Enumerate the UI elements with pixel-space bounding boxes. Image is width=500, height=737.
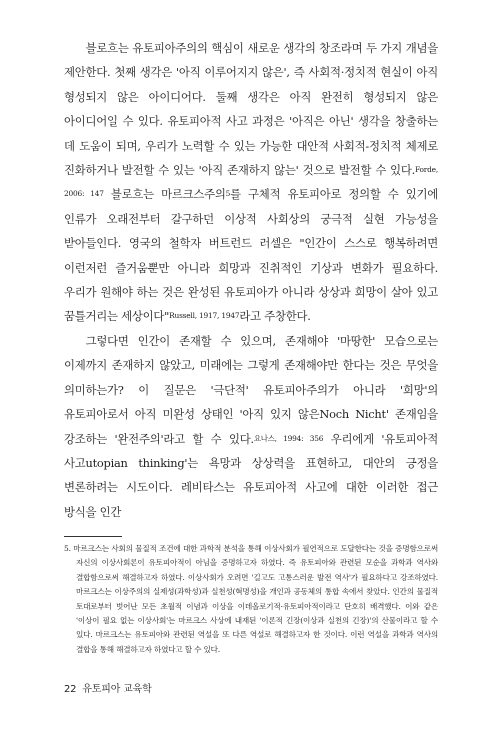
- paragraph-1-text-d: 라고 주창한다.: [239, 309, 311, 324]
- paragraph-2-text-a: 그렇다면 인간이 존재할 수 있으며, 존재해야 '마땅한' 모습으로는 이제까지 존재하지 않았고, 미래에는 그렇게 존재해야만 한다는 것은 무엇을 의미하는가? 이 질문은 '극단적' 유토피아주의가 아니라 '희망'의 유토피아로서 아직 미완성 상태인 '아직 있지 않은Noch Nicht' 존재임을 강조하는 '완전주의'라고 할 수 있다.: [64, 333, 438, 446]
- citation-jonas: 요나스, 1994: 356: [253, 433, 324, 443]
- paragraph-2: [64, 329, 438, 524]
- paragraph-2-text-b: 우리에게 '유토피아적 사고utopian thinking'는 욕망과 상상력을 표현하고, 대안의 긍정을 변론하려는 시도이다. 레비타스는 유토피아적 사고에 대한 이러한 접근 방식을 인간: [64, 431, 439, 519]
- citation-forde: Forde, 2006: 147: [64, 165, 438, 199]
- footnote-5: 5. 마르크스는 사회의 물질적 조건에 대한 과학적 분석을 통해 이상사회가 필연적으로 도달한다는 것을 증명함으로써 자신의 이상사회론이 유토피아적이 아님을 증명하고자 하였다. 즉 유토피아와 관련된 모순을 과학과 역사와 결합함으로써 해결하고자 하였다. 이상사회가 오려면 '길고도 고통스러운 발전 역사'가 필요하다고 강조하였다. 마르크스는 이상주의의 실제성(과학성)과 실천성(혁명성)을 개인과 공동체의 통합 속에서 찾았다. 인간의 물질적 토대로부터 벗어난 모든 초월적 이념과 이상을 이데올로기적·유토피아적이라고 단호히 배격했다. 이와 같은 '이상이 필요 없는 이상사회'는 마르크스 사상에 내재된 '이론적 긴장(이상과 실천의 긴장)'의 산물이라고 할 수 있다. 마르크스는 유토피아와 관련된 역설을 또 다른 역설로 해결하고자 한 것이다. 이런 역설을 과학과 역사의 결합을 통해 해결하고자 하였다고 할 수 있다.: [64, 544, 438, 654]
- page-number: 22: [64, 684, 77, 695]
- main-text: [64, 36, 438, 524]
- page-footer: [64, 680, 152, 695]
- footnote-reference-5: 5: [225, 189, 231, 199]
- running-title: 유토피아 교육학: [82, 684, 152, 695]
- footnote-area: [64, 542, 438, 657]
- paragraph-1-text-b: 블로흐는 마르크스주의: [103, 187, 226, 202]
- paragraph-1-text-a: 블로흐는 유토피아주의의 핵심이 새로운 생각의 창조라며 두 가지 개념을 제안한다. 첫째 생각은 '아직 이루어지지 않은', 즉 사회적·정치적 현실이 아직 형성되지 않은 아이디어다. 둘째 생각은 아직 완전히 형성되지 않은 아이디어일 수 있다. 유토피아적 사고 과정은 '아직은 아닌' 생각을 창출하는 데 도움이 되며, 우리가 노력할 수 있는 가능한 대안적 사회적-정치적 체제로 진화하거나 발전할 수 있는 '아직 존재하지 않는' 것으로 발전할 수 있다.: [64, 41, 438, 178]
- paragraph-1: [64, 36, 438, 329]
- paragraph-1-text-c: 를 구체적 유토피아로 정의할 수 있기에 인류가 오래전부터 갈구하던 이상적 사회상의 궁극적 실현 가능성을 받아들인다. 영국의 철학자 버트런드 러셀은 "인간이 스스로 행복하려면 이런저런 즐거움뿐만 아니라 희망과 진취적인 기상과 변화가 필요하다. 우리가 원해야 하는 것은 완성된 유토피아가 아니라 상상과 희망이 살아 있고 꿈틀거리는 세상이다": [64, 187, 438, 324]
- citation-russell: Russell, 1917, 1947: [169, 311, 240, 321]
- footnote-divider: [64, 536, 122, 537]
